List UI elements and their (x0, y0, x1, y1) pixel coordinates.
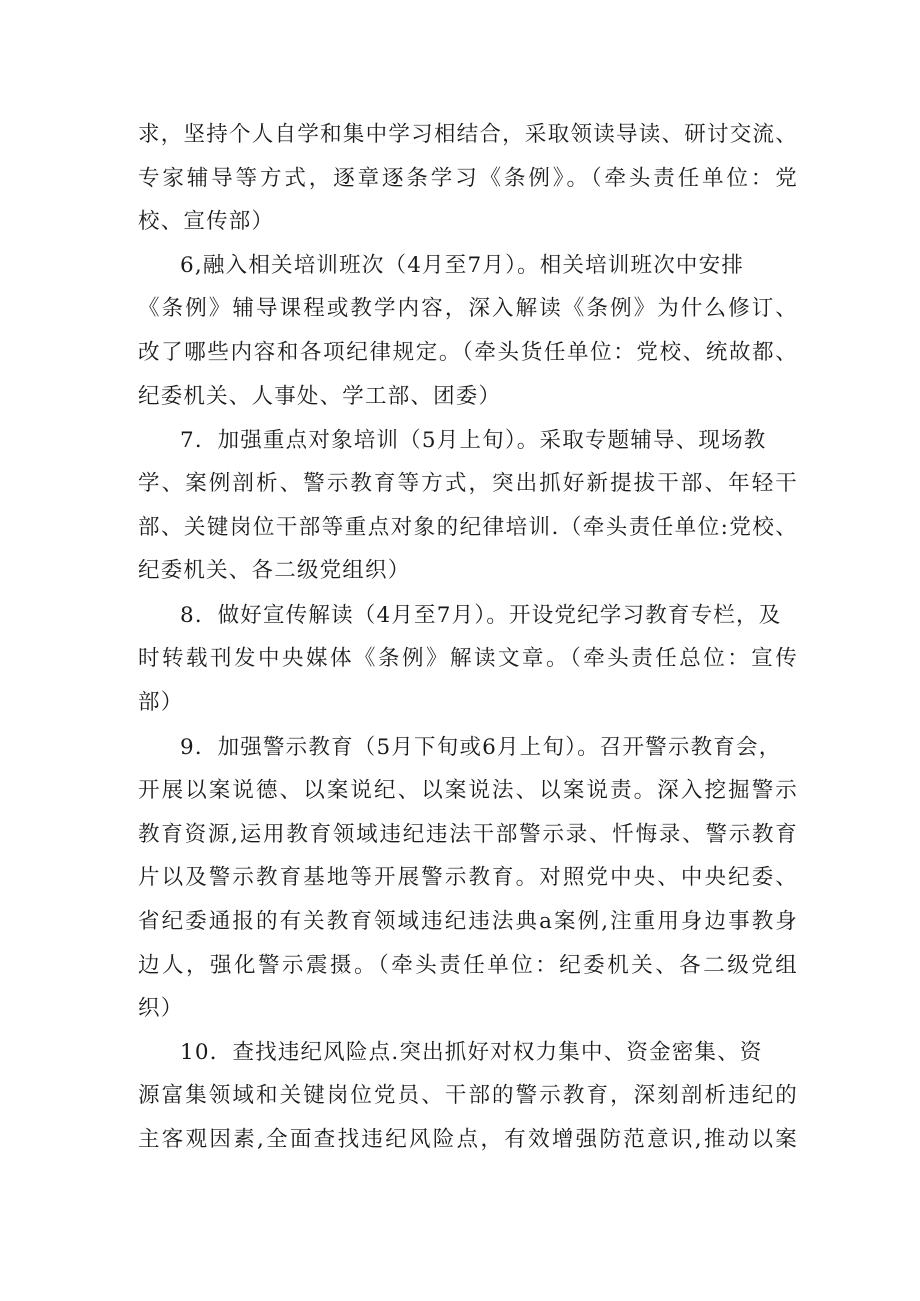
text-line: 纪委机关、各二级党组织） (138, 558, 411, 583)
text-line: 主客观因素,全面查找违纪风险点，有效增强防范意识,推动以案 (138, 1127, 798, 1152)
paragraph-heading-line: 10．查找违纪风险点.突出抓好对权力集中、资金密集、资 (180, 1040, 763, 1065)
text-line: 片以及警示教育基地等开展警示教育。对照党中央、中央纪委、 (138, 865, 798, 890)
text-line: 织） (138, 996, 184, 1021)
paragraph-heading-line: 9．加强警示教育（5月下旬或6月上旬）。召开警示教育会， (180, 735, 782, 760)
text-line: 改了哪些内容和各项纪律规定。（牵头货任单位：党校、统故都、 (138, 340, 798, 365)
text-line: 边人，强化警示震摄。（牵头责任单位：纪委机关、各二级党组 (138, 953, 798, 978)
paragraph-heading-line: 8．做好宣传解读（4月至7月）。开设党纪学习教育专栏，及 (180, 603, 782, 628)
paragraph-heading-line: 7．加强重点对象培训（5月上旬）。采取专题辅导、现场教 (180, 428, 767, 453)
paragraph-heading-line: 6,融入相关培训班次（4月至7月）。相关培训班次中安排 (180, 253, 745, 278)
text-line: 求，坚持个人自学和集中学习相结合，采取领读导读、研讨交流、 (138, 122, 798, 147)
text-line: 开展以案说德、以案说纪、以案说法、以案说责。深入挖掘警示 (138, 778, 798, 803)
text-line: 纪委机关、人事处、学工部、团委） (138, 384, 502, 409)
text-line: 教育资源,运用教育领域违纪违法干部警示录、忏悔录、警示教育 (138, 822, 798, 847)
text-line: 专家辅导等方式，逐章逐条学习《条例》。（牵头责任单位：党 (138, 166, 798, 191)
text-line: 省纪委通报的有关教育领域违纪违法典a案例,注重用身边事教身 (138, 909, 798, 934)
text-line: 《条例》辅导课程或教学内容，深入解读《条例》为什么修订、 (138, 296, 798, 321)
text-line: 学、案例剖析、警示教育等方式，突出抓好新提拔干部、年轻干 (138, 471, 798, 496)
text-line: 部、关键岗位干部等重点对象的纪律培训.（牵头责任单位:党校、 (138, 515, 798, 540)
text-line: 时转载刊发中央媒体《条例》解读文章。（牵头责任总位：宣传 (138, 646, 798, 671)
text-line: 校、宣传部） (138, 209, 275, 234)
text-line: 源富集领域和关键岗位党员、干部的警示教育，深刻剖析违纪的 (138, 1083, 798, 1108)
text-line: 部） (138, 690, 184, 715)
